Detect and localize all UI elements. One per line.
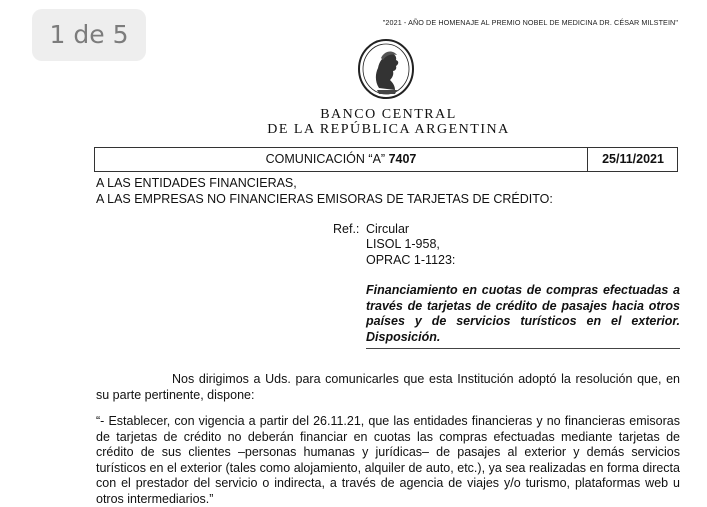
reference-item: OPRAC 1-1123:	[366, 253, 456, 267]
communication-number: 7407	[388, 152, 417, 166]
bank-name-line2: DE LA REPÚBLICA ARGENTINA	[267, 122, 510, 137]
resolution-paragraph: “- Establecer, con vigencia a partir del 26.11.21, que las entidades financieras y no financieras emisoras de tarjetas de crédito no deberán financiar en cuotas las compras efectuadas mediante tarjetas de crédito de sus clientes –personas humanas y jurídicas– de pasajes al exterior y demás servicios turísticos en el exterior (tales como alojamiento, alquiler de auto, etc.), ya sea realizadas en forma directa con el prestador del servicio o indirecta, a través de agencia de viajes y/o turismo, plataformas web u otros intermediarios.”	[96, 414, 680, 506]
bcra-seal-icon	[357, 38, 415, 100]
page-indicator-badge: 1 de 5	[32, 9, 146, 61]
communication-label	[95, 152, 587, 166]
reference-item: LISOL 1-958,	[366, 237, 440, 251]
intro-paragraph: Nos dirigimos a Uds. para comunicarles que esta Institución adoptó la resolución que, en su parte pertinente, dispone:	[96, 372, 680, 402]
addressee-line: A LAS ENTIDADES FINANCIERAS,	[96, 176, 297, 190]
subject-text: Financiamiento en cuotas de compras efectuadas a través de tarjetas de crédito de pasajes hacia otros países y de servicios turísticos en el exterior. Disposición.	[366, 283, 680, 344]
year-caption: "2021 - AÑO DE HOMENAJE AL PREMIO NOBEL DE MEDICINA DR. CÉSAR MILSTEIN"	[382, 18, 678, 27]
reference-item: Circular	[366, 222, 410, 236]
bank-name-line1: BANCO CENTRAL	[320, 107, 457, 122]
communication-date: 25/11/2021	[602, 152, 664, 166]
addressee-line: A LAS EMPRESAS NO FINANCIERAS EMISORAS DE TARJETAS DE CRÉDITO:	[96, 192, 553, 206]
communication-header-box	[94, 147, 678, 172]
communication-prefix: COMUNICACIÓN “A”	[265, 152, 386, 166]
reference-label: Ref.:	[333, 222, 360, 236]
subject-underline	[366, 348, 680, 349]
